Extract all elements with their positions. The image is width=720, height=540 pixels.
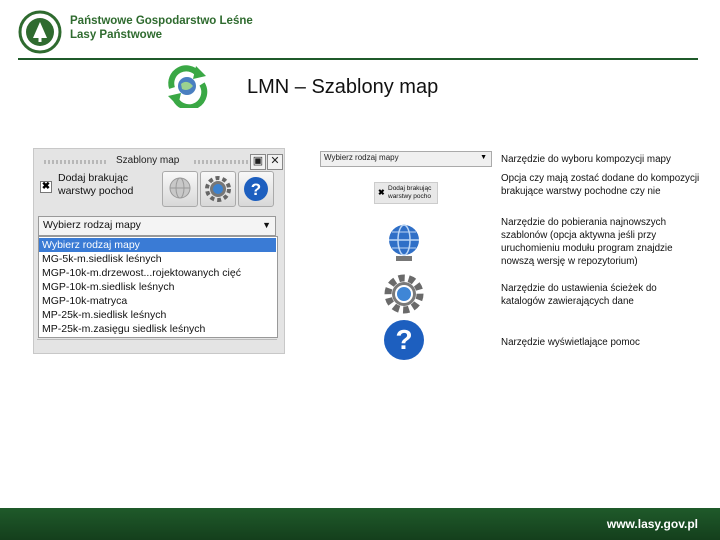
mini-add-missing-layers [374, 182, 438, 204]
footer-bar [0, 508, 720, 540]
list-item[interactable]: MG-5k-m.siedlisk leśnych [42, 253, 162, 265]
mini-checkbox: ✖ [378, 188, 385, 197]
close-icon[interactable]: ✕ [267, 154, 283, 170]
mini-checkbox-label-line2: warstwy pocho [388, 193, 431, 200]
list-item[interactable]: MGP-10k-m.drzewost...rojektowanych cięć [42, 267, 241, 279]
mini-map-type-combo [320, 151, 492, 167]
desc-combo: Narzędzie do wyboru kompozycji mapy [501, 154, 671, 165]
titlebar-grip-left [44, 160, 108, 164]
globe-download-icon [382, 220, 426, 264]
map-type-combo-value: Wybierz rodzaj mapy [43, 219, 141, 231]
list-item[interactable]: MGP-10k-m.siedlisk leśnych [42, 281, 175, 293]
globe-download-icon [163, 172, 197, 206]
map-type-combo[interactable] [38, 216, 276, 236]
mini-checkbox-label-line1: Dodaj brakując [388, 185, 432, 192]
slide-title: LMN – Szablony map [247, 76, 439, 98]
lasy-panstwowe-logo [18, 10, 62, 54]
panel-bottom-strip [37, 339, 277, 352]
help-button[interactable] [238, 171, 274, 207]
desc-help: Narzędzie wyświetlające pomoc [501, 337, 640, 348]
gear-icon [201, 172, 235, 206]
mini-combo-value: Wybierz rodzaj mapy [324, 153, 399, 162]
add-missing-layers-label-line2: warstwy pochod [58, 185, 134, 197]
recycle-map-icon [162, 64, 212, 108]
svg-text:?: ? [250, 180, 262, 199]
download-templates-button[interactable] [162, 171, 198, 207]
svg-text:?: ? [395, 324, 413, 355]
help-icon [382, 318, 426, 362]
help-icon [239, 172, 273, 206]
settings-button[interactable] [200, 171, 236, 207]
add-missing-layers-checkbox[interactable]: ✖ [41, 181, 51, 192]
chevron-down-icon[interactable]: ▼ [262, 220, 271, 230]
footer-url[interactable]: www.lasy.gov.pl [606, 517, 698, 531]
mini-checkbox-label [388, 185, 431, 201]
add-missing-layers-label [58, 172, 136, 198]
list-item[interactable]: MGP-10k-matryca [42, 295, 128, 307]
org-name-line1: Państwowe Gospodarstwo Leśne [70, 15, 253, 27]
chevron-down-icon: ▼ [480, 154, 487, 161]
list-item[interactable]: Wybierz rodzaj mapy [39, 238, 276, 252]
titlebar-grip-right [194, 160, 248, 164]
desc-download: Narzędzie do pobierania najnowszych szablonów (opcja aktywna jeśli przy uruchomieniu modułu program znajdzie nowszą wersję w repozytorium) [501, 217, 673, 267]
desc-settings: Narzędzie do ustawienia ścieżek do katalogów zawierających dane [501, 283, 657, 307]
map-type-dropdown-list[interactable] [38, 236, 278, 338]
restore-icon[interactable]: ▣ [250, 154, 266, 170]
header-divider [18, 58, 698, 60]
org-name-line2: Lasy Państwowe [70, 29, 163, 41]
plugin-panel [33, 148, 285, 354]
desc-checkbox: Opcja czy mają zostać dodane do kompozycji brakujące warstwy pochodne czy nie [501, 173, 700, 197]
panel-title: Szablony map [116, 155, 180, 166]
list-item[interactable]: MP-25k-m.zasięgu siedlisk leśnych [42, 323, 206, 335]
list-item[interactable]: MP-25k-m.siedlisk leśnych [42, 309, 167, 321]
gear-icon [382, 272, 426, 316]
panel-titlebar[interactable] [44, 155, 282, 169]
add-missing-layers-label-line1: Dodaj brakując [58, 172, 129, 184]
